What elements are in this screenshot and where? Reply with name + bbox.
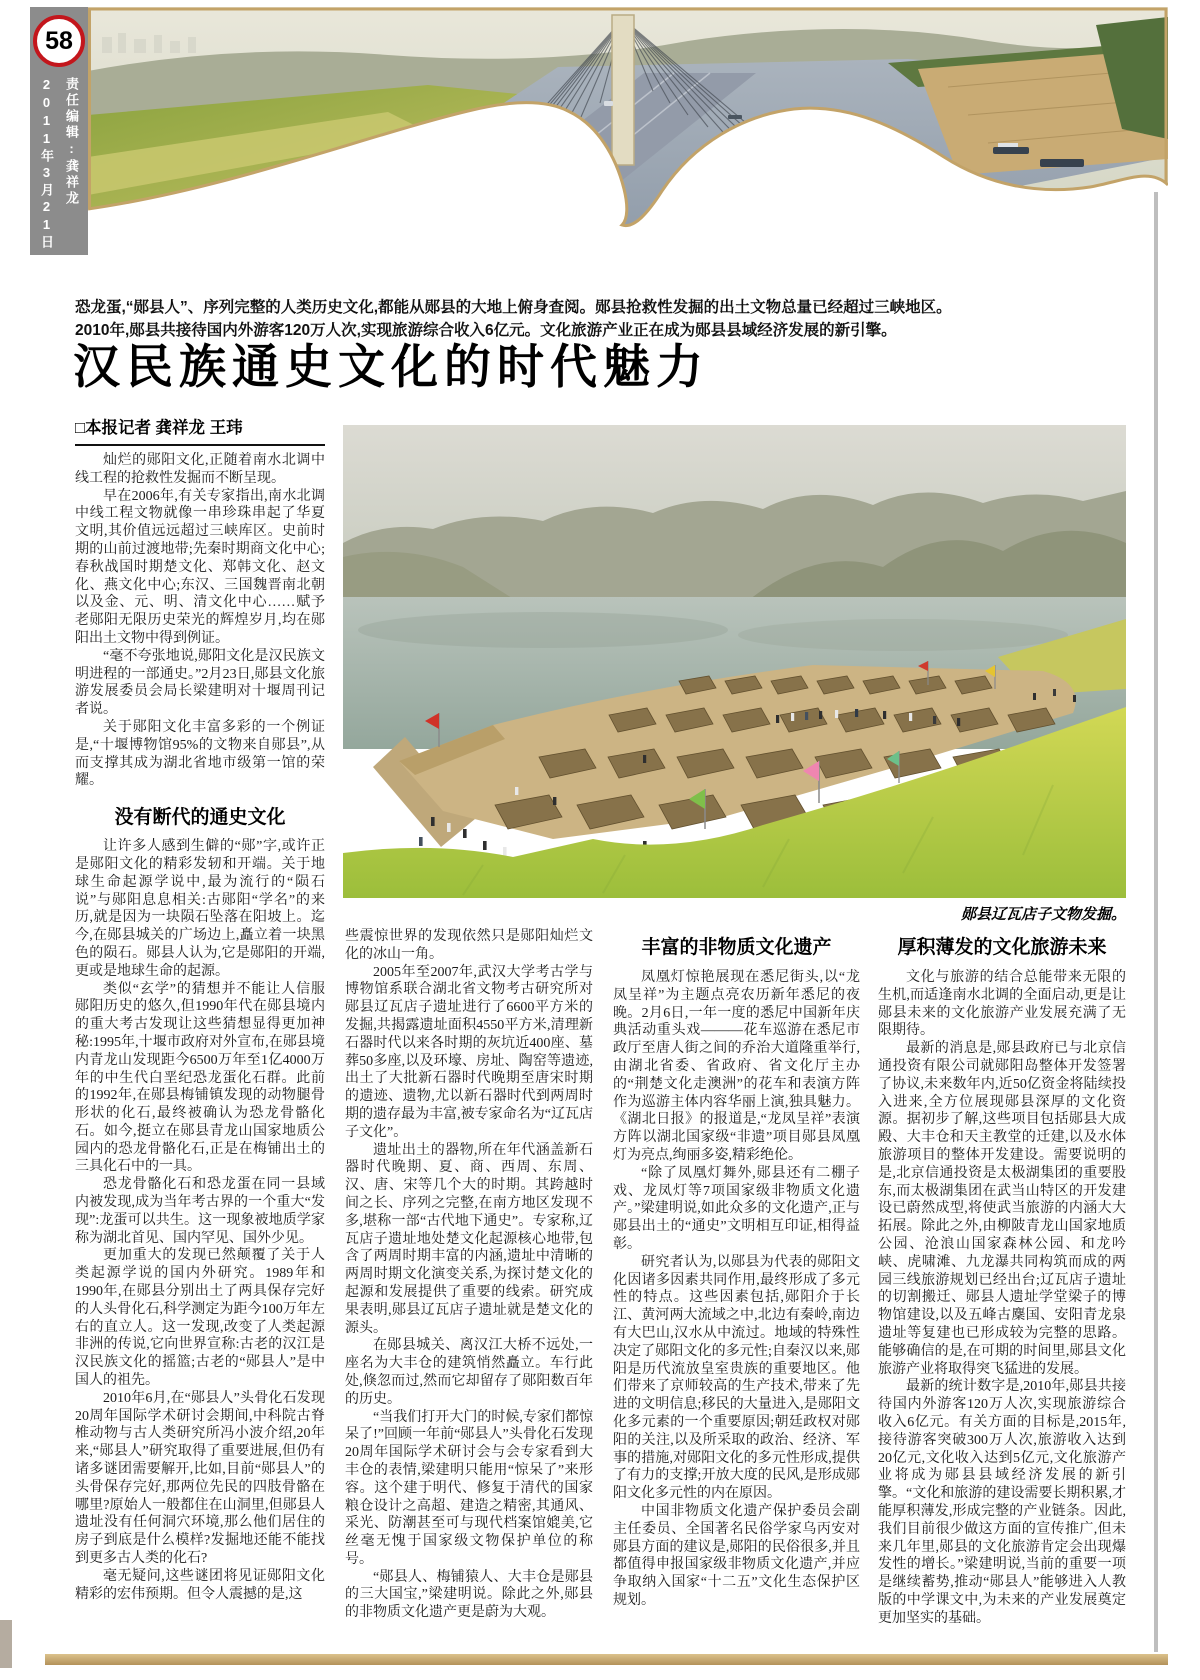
article-paragraph: 中国非物质文化遗产保护委员会副主任委员、全国著名民俗学家乌丙安对郧县方面的建议是,郧阳的民俗很多,并且都值得申报国家级非物质文化遗产,并应争取纳入国家“十二五”文化生态保护区规划。 bbox=[613, 1503, 860, 1608]
banner-photo bbox=[88, 7, 1168, 259]
article-column-4 bbox=[878, 928, 1126, 1654]
article-paragraph: “当我们打开大门的时候,专家们都惊呆了!”回顾一年前“郧县人”头骨化石发现20周年国际学术研讨会与会专家看到大丰仓的表情,梁建明只能用“惊呆了”来形容。这个建于明代、修复于清代的国家粮仓设计之高超、建造之精密,其通风、采光、防潮甚至可与现代档案馆媲美,它丝毫无愧于国家级文物保护单位的称号。 bbox=[345, 1409, 593, 1567]
masthead-info bbox=[34, 77, 84, 263]
article-paragraph: 灿烂的郧阳文化,正随着南水北调中线工程的抢救性发掘而不断呈现。 bbox=[75, 453, 325, 486]
article-paragraph: 2010年6月,在“郧县人”头骨化石发现20周年国际学术研讨会期间,中科院古脊椎动物与古人类研究所冯小波介绍,20年来,“郧县人”研究取得了重要进展,但仍有诸多谜团需要解开,比如,目前“郧县人”的头骨保存完好,那两位先民的四肢骨骼在哪里?原始人一般都住在山洞里,但郧县人遗址没有任何洞穴环境,那么他们居住的房子到底是什么模样?发掘地还能不能找到更多古人类的化石? bbox=[75, 1390, 325, 1567]
photo-caption: 郧县辽瓦店子文物发掘。 bbox=[960, 906, 1126, 923]
article-column-2 bbox=[345, 928, 593, 1654]
article-paragraph: 遗址出土的器物,所在年代涵盖新石器时代晚期、夏、商、西周、东周、汉、唐、宋等几个大的时期。其跨越时间之长、序列之完整,在南方地区发现不多,堪称一部“古代地下通史”。专家称,辽瓦店子遗址地处楚文化起源核心地带,包含了两周时期丰富的内涵,遗址中清晰的两周时期文化演变关系,为探讨楚文化的起源和发展提供了重要的线索。研究成果表明,郧县辽瓦店子遗址就是楚文化的源头。 bbox=[345, 1142, 593, 1336]
article-byline: □本报记者 龚祥龙 王玮 bbox=[75, 414, 325, 446]
article-paragraph: 关于郧阳文化丰富多彩的一个例证是,“十堰博物馆95%的文物来自郧县”,从而支撑其成为湖北省地市级第一馆的荣耀。 bbox=[75, 719, 325, 789]
article-paragraph: “除了凤凰灯舞外,郧县还有二棚子戏、龙凤灯等7项国家级非物质文化遗产。”梁建明说,如此众多的文化遗产,正与郧县出土的“通史”文明相互印证,相得益彰。 bbox=[613, 1165, 860, 1252]
photo-reflection bbox=[358, 612, 728, 648]
article-paragraph: 在郧县城关、离汉江大桥不远处,一座名为大丰仓的建筑悄然矗立。车行此处,倏忽而过,然而它却留存了郧阳数百年的历史。 bbox=[345, 1338, 593, 1407]
article-paragraph: 些震惊世界的发现依然只是郧阳灿烂文化的冰山一角。 bbox=[345, 929, 593, 962]
paragraph-list bbox=[75, 452, 325, 790]
photo-reflection2 bbox=[738, 619, 1068, 651]
article-paragraph: 2005年至2007年,武汉大学考古学与博物馆系联合湖北省文物考古研究所对郧县辽瓦店子遗址进行了6600平方米的发掘,共揭露遗址面积4550平方米,清理新石器时代以来各时期的灰坑近400座、墓葬50多座,以及环壕、房址、陶窑等遗迹,出土了大批新石器时代晚期至唐宋时期的遗迹、遗物,尤以新石器时代到两周时期的遗存最为丰富,被专家命名为“辽瓦店子文化”。 bbox=[345, 964, 593, 1140]
page-number-badge bbox=[33, 15, 85, 67]
excavation-photo bbox=[343, 425, 1126, 898]
banner-illustration bbox=[88, 7, 1168, 259]
page-corner-shadow bbox=[0, 1620, 12, 1668]
section-subhead-3: 厚积薄发的文化旅游未来 bbox=[897, 937, 1107, 958]
paragraph-list bbox=[878, 969, 1126, 1627]
section-subhead-2: 丰富的非物质文化遗产 bbox=[641, 937, 832, 958]
masthead-bar bbox=[30, 7, 88, 255]
paragraph-list bbox=[75, 838, 325, 1603]
page-number: 58 bbox=[45, 26, 73, 55]
article-paragraph: 文化与旅游的结合总能带来无限的生机,而适逢南水北调的全面启动,更是让郧县未来的文化旅游产业发展充满了无限期待。 bbox=[878, 970, 1126, 1039]
article-column-3 bbox=[613, 928, 860, 1654]
article-paragraph: 研究者认为,以郧县为代表的郧阳文化因诸多因素共同作用,最终形成了多元性的特点。这些因素包括,郧阳介于长江、黄河两大流域之中,北边有秦岭,南边有大巴山,汉水从中流过。地域的特殊性决定了郧阳文化的多元性;自秦汉以来,郧阳是历代流放皇室贵族的重要地区。他们带来了京师较高的生产技术,带来了先进的文明信息;移民的大量进入,是郧阳文化多元素的一个重要原因;朝廷政权对郧阳的关注,以及所采取的政治、经济、军事的措施,对郧阳文化的多元性形成,提供了有力的支撑;开放大度的民风,是形成郧阳文化多元性的内在原因。 bbox=[613, 1254, 860, 1502]
page-edge-rule bbox=[1154, 192, 1158, 1652]
article-paragraph: 恐龙骨骼化石和恐龙蛋在同一县域内被发现,成为当年考古界的一个重大“发现”:龙蛋可以共生。这一现象被地质学家称为湖北首见、国内罕见、国外少见。 bbox=[75, 1177, 325, 1246]
standfirst-line: 恐龙蛋,“郧县人”、序列完整的人类历史文化,都能从郧县的大地上俯身查阅。郧县抢救性发掘的出土文物总量已经超过三峡地区。 bbox=[75, 299, 952, 316]
article-paragraph: 最新的统计数字是,2010年,郧县共接待国内外游客120万人次,实现旅游综合收入6亿元。有关方面的目标是,2015年,接待游客突破300万人次,旅游收入达到20亿元,文化收入达到5亿元,文化旅游产业将成为郧县县域经济发展的新引擎。“文化和旅游的建设需要长期积累,才能厚积薄发,形成完整的产业链条。因此,我们目前很少做这方面的宣传推广,但未来几年里,郧县的文化旅游肯定会出现爆发性的增长。”梁建明说,当前的重要一项是继续蓄势,推动“郧县人”能够进入人教版的中学课文中,为未来的产业发展奠定更加坚实的基础。 bbox=[878, 1379, 1126, 1626]
article-paragraph: 让许多人感到生僻的“郧”字,或许正是郧阳文化的精彩发轫和开端。关于地球生命起源学说中,最为流行的“陨石说”与郧阳息息相关:古郧阳“学名”的来历,就是因为一块陨石坠落在阳坡上。迄今,在郧县城关的广场边上,矗立着一块黑色的陨石。郧县人认为,它是郧阳的开端,更或是地球生命的起源。 bbox=[75, 839, 325, 979]
bottom-rule bbox=[45, 1654, 1168, 1665]
section-subhead-1: 没有断代的通史文化 bbox=[114, 807, 286, 829]
article-headline: 汉民族通史文化的时代魅力 bbox=[73, 340, 709, 393]
excavation-illustration bbox=[343, 425, 1126, 898]
article-paragraph: 早在2006年,有关专家指出,南水北调中线工程文物就像一串珍珠串起了华夏文明,其价值远远超过三峡库区。史前时期的山前过渡地带;先秦时期商文化中心;春秋战国时期楚文化、郑韩文化、赵文化、燕文化中心;东汉、三国魏晋南北朝以及金、元、明、清文化中心……赋予老郧阳无限历史荣光的辉煌岁月,均在郧阳出土文物中得到例证。 bbox=[75, 488, 325, 646]
paragraph-list bbox=[613, 969, 860, 1610]
article-paragraph: 更加重大的发现已然颠覆了关于人类起源学说的国内外研究。1989年和1990年,在郧县分别出土了两具保存完好的人头骨化石,科学测定为距今100万年左右的直立人。这一发现,改变了人类起源非洲的传说,它向世界宣称:古老的汉江是汉民族文化的摇篮;古老的“郧县人”是中国人的祖先。 bbox=[75, 1248, 325, 1389]
paragraph-list bbox=[345, 928, 593, 1622]
article-paragraph: 毫无疑问,这些谜团将见证郧阳文化精彩的宏伟预期。但令人震撼的是,这 bbox=[75, 1568, 325, 1602]
article-paragraph: 凤凰灯惊艳展现在悉尼街头,以“龙凤呈祥”为主题点亮农历新年悉尼的夜晚。2月6日,一年一度的悉尼中国新年庆典活动重头戏———花车巡游在悉尼市政厅至唐人街之间的乔治大道隆重举行,由湖北省委、省政府、省文化厅主办的“荆楚文化走澳洲”的花车和表演方阵作为巡游主体内容华丽上演,独具魅力。《湖北日报》的报道是,“龙凤呈祥”表演方阵以湖北国家级“非遗”项目郧县凤凰灯为亮点,绚丽多姿,精彩绝伦。 bbox=[613, 970, 860, 1163]
standfirst-line: 2010年,郧县共接待国内外游客120万人次,实现旅游综合收入6亿元。文化旅游产业正在成为郧县县域经济发展的新引擎。 bbox=[75, 322, 897, 339]
article-paragraph: “郧县人、梅铺猿人、大丰仓是郧县的三大国宝,”梁建明说。除此之外,郧县的非物质文化遗产更是蔚为大观。 bbox=[345, 1569, 593, 1621]
date-line: 2011年3月21日 bbox=[39, 77, 54, 251]
article-paragraph: “毫不夸张地说,郧阳文化是汉民族文明进程的一部通史。”2月23日,郧县文化旅游发展委员会局长梁建明对十堰周刊记者说。 bbox=[75, 648, 325, 718]
editor-line: 责任编辑:龚祥龙 bbox=[64, 77, 79, 207]
article-paragraph: 类似“玄学”的猜想并不能让人信服郧阳历史的悠久,但1990年代在郧县境内的重大考古发现让这些猜想显得更加神秘:1995年,十堰市政府对外宣布,在郧县境内青龙山发现距今6500万年至1亿4000万年的中生代白垩纪恐龙蛋化石群。此前的1992年,在郧县梅铺镇发现的动物腿骨形状的化石,最终被确认为恐龙骨骼化石。如今,挺立在郧县青龙山国家地质公园内的恐龙骨骼化石,正是在梅铺出土的三具化石中的一具。 bbox=[75, 981, 325, 1175]
banner-bridge-tower bbox=[612, 15, 634, 165]
article-column-1 bbox=[75, 452, 325, 1654]
article-paragraph: 最新的消息是,郧县政府已与北京信通投资有限公司就郧阳岛整体开发签署了协议,未来数年内,近50亿资金将陆续投入进来,全方位展现郧县深厚的文化资源。据初步了解,这些项目包括郧县大成殿、大丰仓和天主教堂的迁建,以及水体旅游项目的整体开发建设。需要说明的是,北京信通投资是太极湖集团的重要股东,而太极湖集团在武当山特区的开发建设已蔚然成型,将使武当旅游的内涵大大拓展。除此之外,由柳陂青龙山国家地质公园、沧浪山国家森林公园、和龙吟峡、虎啸滩、九龙瀑共同构筑而成的两园三线旅游规划已经出台;辽瓦店子遗址的切割搬迁、郧县人遗址学堂梁子的博物馆建设,以及五峰古麇国、安阳青龙泉遗址等复建也已形成较为完整的思路。能够确信的是,在可期的时间里,郧县文化旅游产业将取得突飞猛进的发展。 bbox=[878, 1041, 1126, 1377]
